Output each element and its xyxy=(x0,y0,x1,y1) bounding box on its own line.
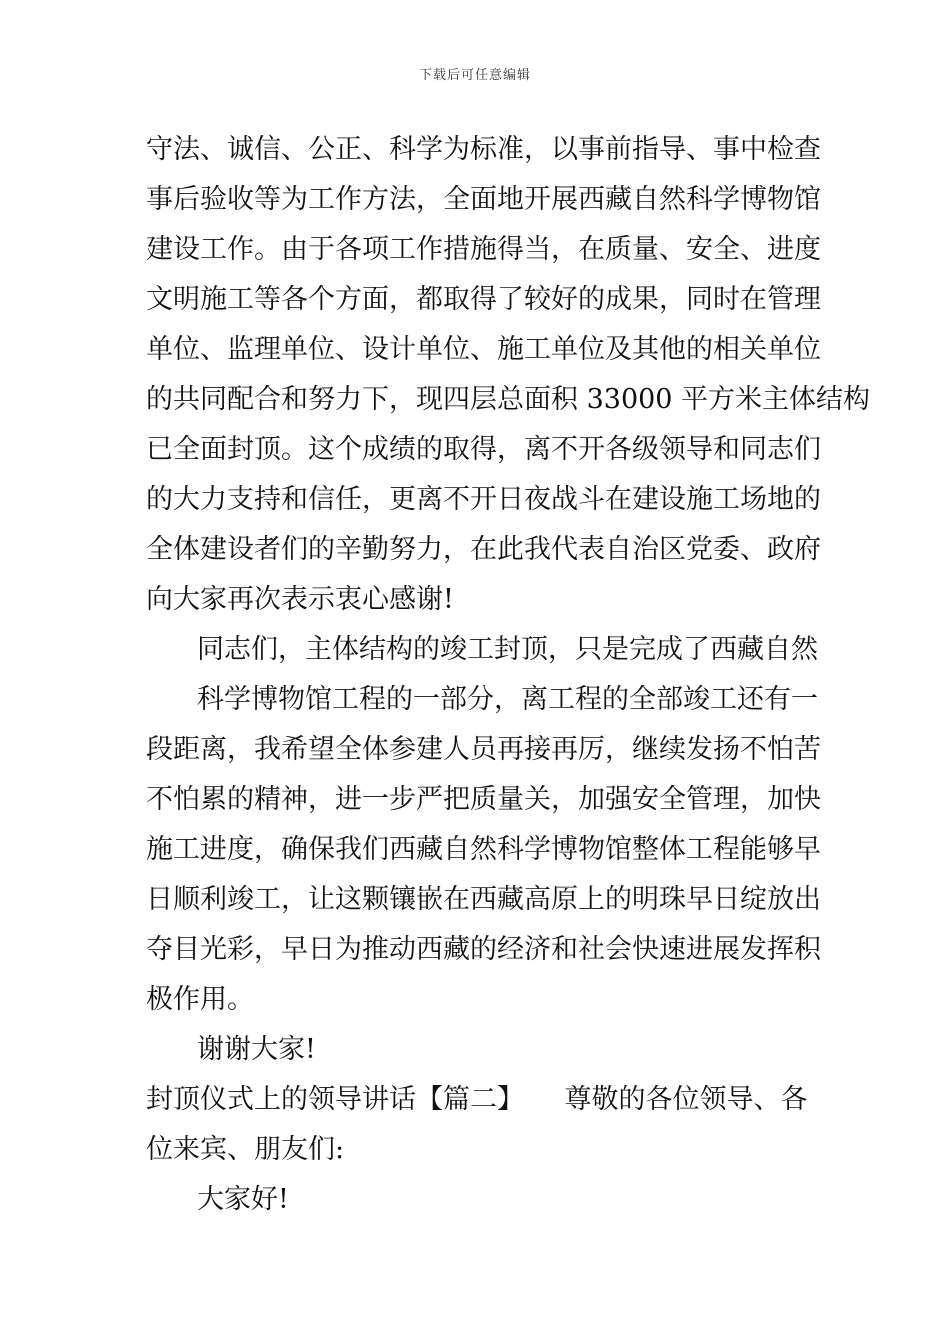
body-line: 同志们，主体结构的竣工封顶，只是完成了西藏自然 xyxy=(197,634,818,665)
section-heading-line: 封顶仪式上的领导讲话【篇二】 尊敬的各位领导、各 xyxy=(146,1084,808,1115)
body-line: 位来宾、朋友们: xyxy=(146,1134,345,1165)
page-header: 下载后可任意编辑 xyxy=(418,68,531,83)
body-line: 施工进度，确保我们西藏自然科学博物馆整体工程能够早 xyxy=(146,834,821,865)
body-line: 已全面封顶。这个成绩的取得，离不开各级领导和同志们 xyxy=(146,434,821,465)
body-line: 科学博物馆工程的一部分，离工程的全部竣工还有一 xyxy=(197,684,818,715)
body-line: 单位、监理单位、设计单位、施工单位及其他的相关单位 xyxy=(146,334,821,365)
body-line: 极作用。 xyxy=(146,984,254,1015)
body-line: 建设工作。由于各项工作措施得当，在质量、安全、进度 xyxy=(146,234,821,265)
body-line: 向大家再次表示衷心感谢! xyxy=(146,584,454,615)
body-line: 大家好! xyxy=(197,1184,289,1215)
body-line: 不怕累的精神，进一步严把质量关，加强安全管理，加快 xyxy=(146,784,821,815)
body-line: 的大力支持和信任，更离不开日夜战斗在建设施工场地的 xyxy=(146,484,821,515)
body-line: 全体建设者们的辛勤努力，在此我代表自治区党委、政府 xyxy=(146,534,821,565)
body-line: 事后验收等为工作方法，全面地开展西藏自然科学博物馆 xyxy=(146,184,821,215)
body-line: 的共同配合和努力下，现四层总面积 33000 平方米主体结构 xyxy=(146,384,871,415)
body-line: 段距离，我希望全体参建人员再接再厉，继续发扬不怕苦 xyxy=(146,734,821,765)
body-line: 夺目光彩，早日为推动西藏的经济和社会快速进展发挥积 xyxy=(146,934,821,965)
body-line: 谢谢大家! xyxy=(197,1034,316,1065)
body-line: 日顺利竣工，让这颗镶嵌在西藏高原上的明珠早日绽放出 xyxy=(146,884,821,915)
body-line: 文明施工等各个方面，都取得了较好的成果，同时在管理 xyxy=(146,284,821,315)
body-line: 守法、诚信、公正、科学为标准，以事前指导、事中检查 xyxy=(146,134,821,165)
